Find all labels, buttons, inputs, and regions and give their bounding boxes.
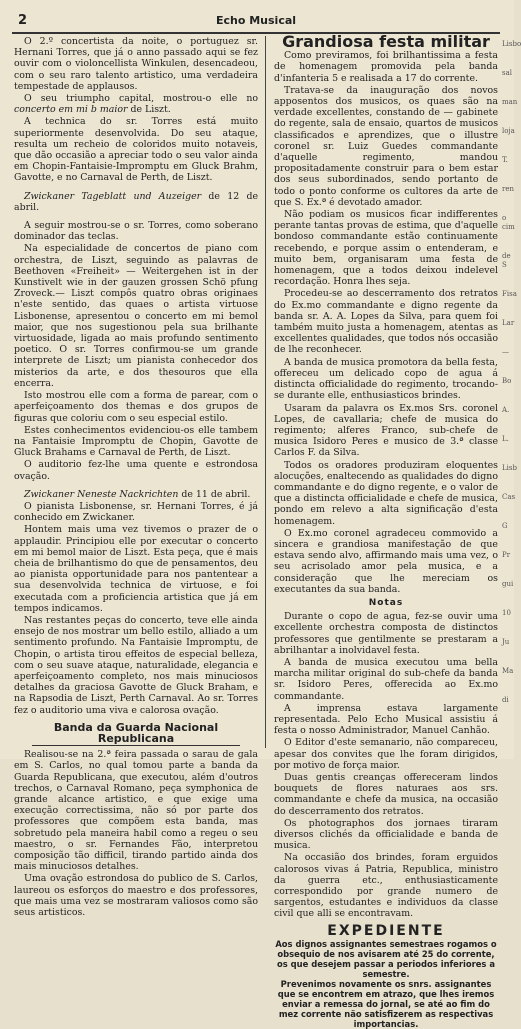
notes-heading: Notas (368, 597, 404, 608)
edge-fragment: Pr (502, 551, 511, 559)
edge-fragment: — (502, 348, 509, 356)
paragraph: Hontem mais uma vez tivemos o prazer de o applaudir. Principiou elle por executar o concerto em mi bemol maior de Liszt. Esta peça, que é mais cheia de brilhantismo do que de pensamentos, deu ao pianista opportunidade para nos pantentear a sua desenvolvida technica de virtuose, e foi executada com a proficiencia artistica que já em tempos indicamos. (14, 524, 258, 614)
edge-fragment: sal (502, 69, 513, 77)
right-column (274, 32, 498, 1029)
paragraph: Isto mostrou elle com a forma de parear, com o aperfeiçoamento dos themas e dos grupos de figuras que coloriu com o seu especial estilo. (14, 390, 258, 424)
edge-fragment: di (502, 696, 509, 704)
paragraph: Como previramos, foi brilhantissima a festa de homenagem promovida pela banda d'infanteria 5 e realisada a 17 do corrente. (274, 50, 498, 84)
paragraph: Estes conhecimentos evidenciou-os elle tambem na Fantaisie Impromptu de Chopin, Gavotte de Gluck Brahams e Carnaval de Perth, de Liszt. (14, 424, 258, 459)
edge-fragment: L. (502, 435, 509, 443)
paragraph: Durante o copo de agua, fez-se ouvir uma excellente orchestra composta de distinctos professores que gentilmente se prestaram a abrilhantar a inolvidavel festa. (274, 611, 498, 656)
paragraph: A banda de musica promotora da bella festa, offereceu um delicado copo de agua á distincta officialidade do regimento, trocando-se durante elle, enthusiasticos brindes. (274, 356, 498, 402)
edge-fragment: Lisbo (502, 40, 521, 48)
edge-fragment: Ma (502, 667, 514, 675)
edge-fragment: ren (502, 185, 514, 193)
edge-fragment: o cim (502, 214, 515, 231)
edge-fragment: loja (502, 127, 515, 135)
paragraph: O auditorio fez-lhe uma quente e estrondosa ovação. (14, 459, 258, 482)
page-header (12, 10, 500, 34)
expediente-heading: EXPEDIENTE (327, 922, 445, 939)
paragraph: Na occasião dos brindes, foram erguidos calorosos vivas á Patria, Republica, ministro da guerra etc., enthusiasticamente correspondido por grande numero de sargentos, estudantes e individuos da classe civil que alli se encontravam. (274, 852, 498, 920)
paragraph: O Ex.mo coronel agradeceu commovido a sincera e grandiosa manifestação de que estava sendo alvo, affirmando mais uma vez, o seu acrisolado amor pela musica, e a consideração que lhe mereciam os executantes da sua banda. (274, 527, 498, 595)
press-source: Zwickaner Tageblatt und Auzeiger de 12 de abril. (14, 190, 258, 213)
paragraph: O Editor d'este semanario, não compareceu, apesar dos convites que lhe foram dirigidos, por motivo de força maior. (274, 737, 498, 771)
edge-fragment: gui (502, 580, 514, 588)
edge-fragment: Ju (502, 638, 510, 646)
edge-fragment: Lisb (502, 464, 517, 472)
paragraph: Todos os oradores produziram eloquentes alocuções, enaltecendo as qualidades do digno commandante e do digno regente, e o valor de que a distincta officialidade e chefe de musica, pondo em relevo a alta significação d'esta homenagem. (274, 459, 498, 527)
paragraph: O 2.º concertista da noite, o portuguez sr. Hernani Torres, que já o anno passado aqui se fez ouvir com o violoncellista Winkulen, desencadeou, com o seu raro talento artistico, uma verdadeira tempestade de applausos. (14, 36, 258, 92)
paragraph: Tratava-se da inauguração dos novos apposentos dos musicos, os quaes são na verdade excellentes, constando de — gabinete do regente, sala de ensaio, quartos de musicos classificados e aprendizes, que o illustre coronel sr. Luiz Guedes commandante d'aquelle regimento, mandou propositadamente construir para o bem estar dos seus subordinados, sendo portanto de todo o ponto conforme os cultores da arte de que S. Ex.ª é devotado amador. (274, 84, 498, 208)
paragraph: Duas gentis creanças offereceram lindos bouquets de flores naturaes aos srs. commandante e chefe da musica, na occasião do descerramento dos retratos. (274, 772, 498, 817)
edge-fragment: Bo (502, 377, 512, 385)
edge-fragment: Fisa (502, 290, 517, 298)
paragraph: A seguir mostrou-se o sr. Torres, como soberano dominador das teclas. (14, 220, 258, 243)
work-title: concerto em mi b maior (14, 104, 128, 116)
paragraph: Na especialidade de concertos de piano com orchestra, de Liszt, seguindo as palavras de Beethoven «Freiheit» — Weitergehen ist in der Kunstivelt wie in der gauzen grossen Schö pfung Zroveck.— Liszt compôs quatro obras originaes n'este sentido, das quaes o artista virtuose Lisbonense, apresentou o concerto em mi bemol maior, que nos sugestionou pela sua brilhante virtuosidade, ligada ao mais profundo sentimento poetico. O sr. Torres confirmou-se um grande interprete de Liszt; um pianista conhecedor dos misterios da arte, e dos thesouros que ella encerra. (14, 243, 258, 389)
paragraph: Nas restantes peças do concerto, teve elle ainda ensejo de nos mostrar um bello estilo, alliado a um sentimento profundo. Na Fantaisie Impromptu, de Chopin, o artista tirou effeitos de especial belleza, com o seu suave ataque, naturalidade, elegancia e aperfeiçoamento completo, nos mais minuciosos detalhes da graciosa Gavotte de Gluck Braham, e na Rapsodia de Liszt, Perth Carnaval. Ao sr. Torres fez o auditorio uma viva e calorosa ovação. (14, 614, 258, 716)
article-heading: Grandiosa festa militar (282, 32, 490, 51)
paragraph: A technica do sr. Torres está muito superiormente desenvolvida. Do seu ataque, resulta um recheio de coloridos muito notaveis, que dão occasião a apreciar todo o seu valor ainda em Chopin-Fantaisie-Impromptu em Gluck Brahm, Gavotte, e no Carnaval de Perth, de Liszt. (14, 116, 258, 184)
edge-fragment: 10 (502, 609, 511, 617)
edge-fragment: G (502, 522, 508, 530)
paragraph: Realisou-se na 2.ª feira passada o sarau de gala em S. Carlos, no qual tomou parte a banda da Guarda Republicana, que executou, além d'outros trechos, o Carnaval Romano, peça symphonica de grande alcance artistico, e que exige uma execução correctissima, não só por parte dos professores que compõem esta banda, mas sobretudo pela maneira habil como a regeu o seu maestro, o sr. Fernandes Fão, interpretou composição tão difficil, tirando partido ainda dos mais minuciosos detalhes. (14, 749, 258, 873)
paragraph: Procedeu-se ao descerramento dos retratos do Ex.mo commandante e digno regente da banda sr. A. A. Lopes da Silva, para quem foi também muito justa a homenagem, atentas as excellentes qualidades, que todos nós occasião de lhe reconhecer. (274, 288, 498, 356)
paragraph: A banda de musica executou uma bella marcha militar original do sub-chefe da banda sr. Isidoro Peres, offerecida ao Ex.mo commandante. (274, 656, 498, 702)
press-source: Zwickaner Neneste Nackrichten de 11 de abril. (24, 488, 251, 500)
left-column (14, 36, 258, 919)
column-divider (265, 36, 266, 748)
paragraph: O seu triumpho capital, mostrou-o elle no concerto em mi b maior de Liszt. (14, 93, 258, 116)
paragraph: O pianista Lisbonense, sr. Hernani Torres, é já conhecido em Zwickaner. (14, 500, 258, 524)
paragraph: Os photographos dos jornaes tiraram diversos clichés da officialidade e banda de musica. (274, 817, 498, 852)
publication-title: Echo Musical (215, 14, 297, 27)
edge-fragment: T. (502, 156, 508, 164)
adjacent-page-edge (502, 40, 521, 740)
section-heading: Banda da Guarda Nacional Republicana (32, 722, 240, 746)
notice: Aos dignos assignantes semestraes rogamos o obsequio de nos avisarem até 25 do corrente, os que desejem passar a periodos inferiores a semestre. (275, 938, 497, 979)
page-number: 2 (18, 13, 28, 28)
paragraph: Não podiam os musicos ficar indifferentes perante tantas provas de estima, que d'aquelle bondoso commandante estão continuamente recebendo, e porque assim o entenderam, e muito bem, organisaram uma festa de homenagem, que a todos deixou indelevel recordação. Honra lhes seja. (274, 209, 498, 288)
edge-fragment: man (502, 98, 518, 106)
paragraph: Uma ovação estrondosa do publico de S. Carlos, laureou os esforços do maestro e dos professores, que mais uma vez se mostraram valiosos como são seus artisticos. (14, 873, 258, 919)
edge-fragment: Lar (502, 319, 515, 327)
edge-fragment: A. (502, 406, 510, 414)
paragraph: Usaram da palavra os Ex.mos Srs. coronel Lopes, de cavallaria; chefe de musica do regimento; alferes Franco, sub-chefe de musica Isidoro Peres e musico de 3.ª classe Carlos F. da Silva. (274, 402, 498, 459)
edge-fragment: de S (502, 252, 511, 269)
edge-fragment: Cas (502, 493, 516, 501)
notice: Prevenimos novamente os snrs. assignantes que se encontrem em atrazo, que lhes iremos enviar a remessa do jornal, se até ao fim do mez corrente não satisfizerem as respectivas importancias. (277, 978, 495, 1029)
paragraph: A imprensa estava largamente representada. Pelo Echo Musical assistiu á festa o nosso Administrador, Manuel Canhão. (274, 702, 498, 737)
